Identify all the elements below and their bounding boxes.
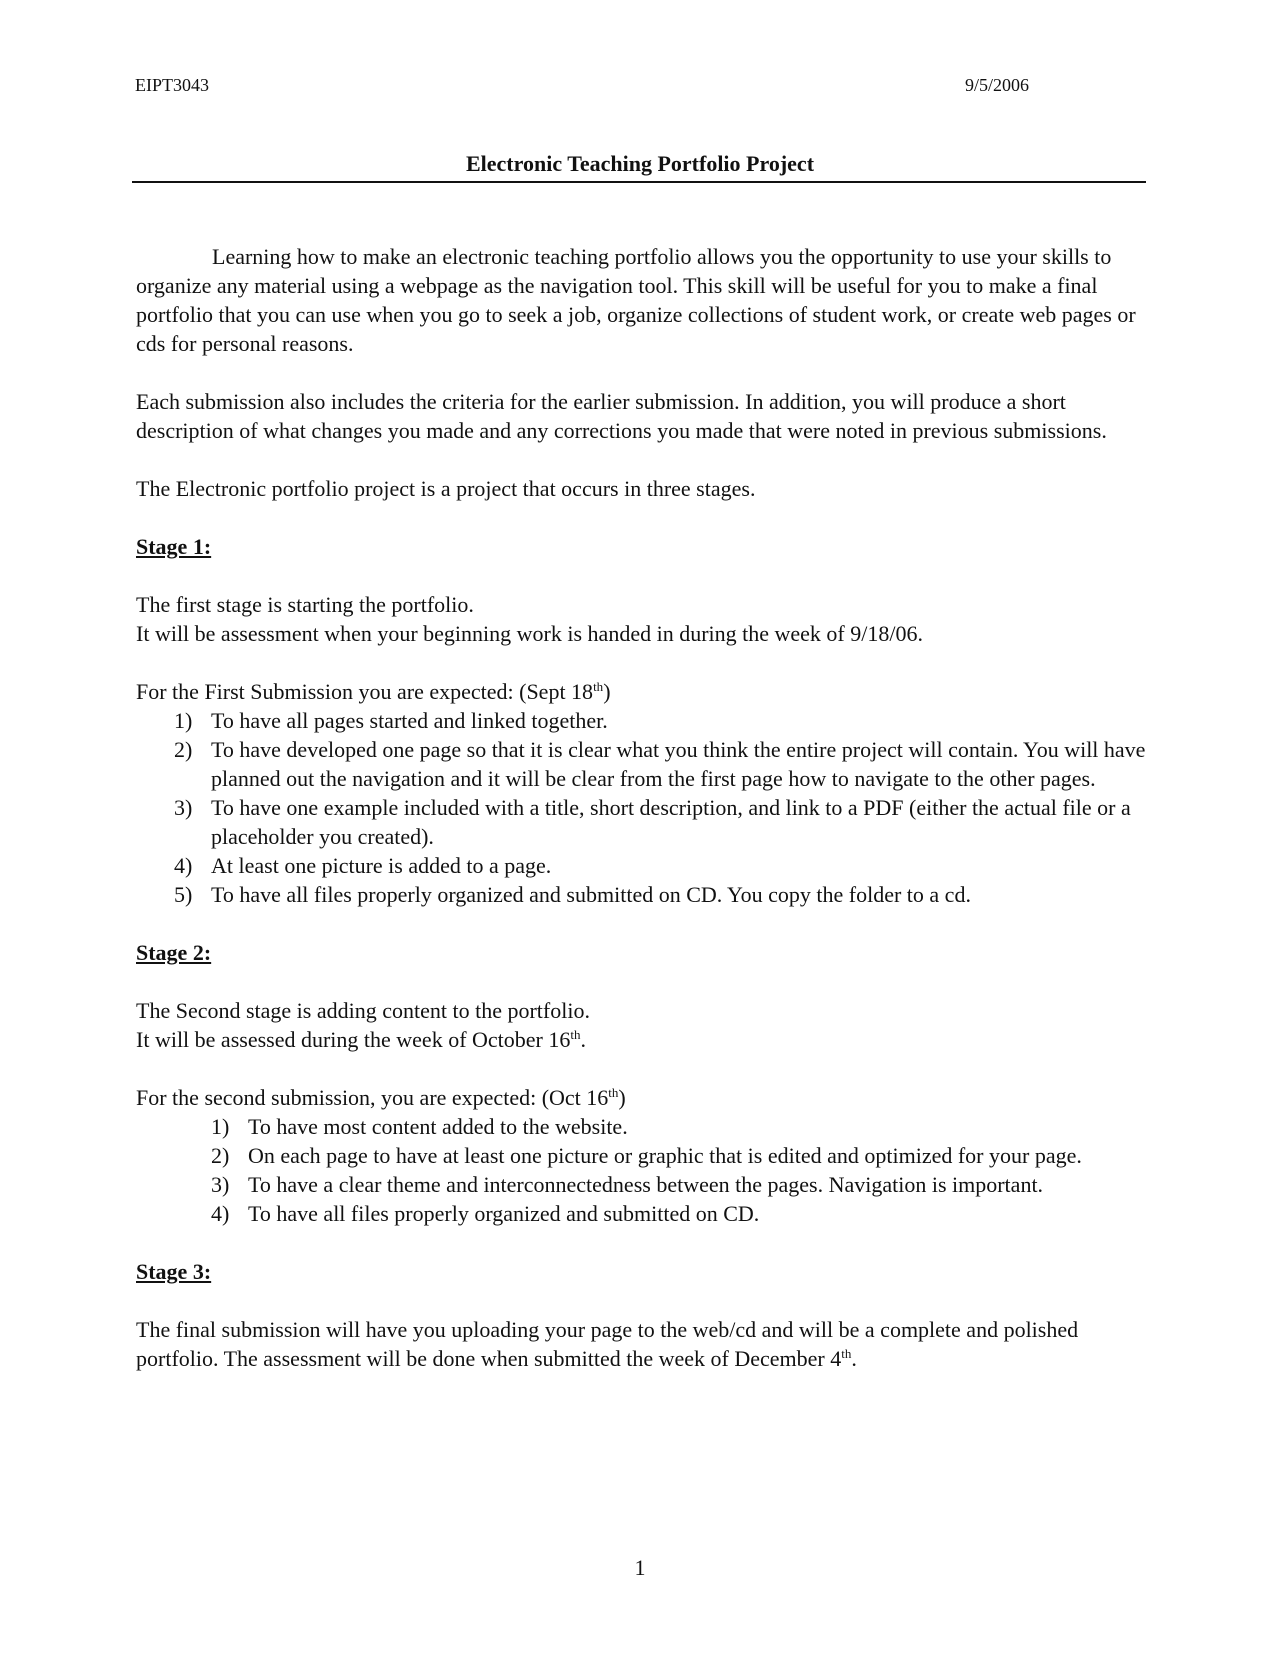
ordinal-suffix: th	[841, 1346, 852, 1361]
stage-2-expectations-lead	[136, 1083, 1146, 1112]
stage-1-requirements-list	[136, 706, 1146, 909]
assessment-text: It will be assessed during the week of October 16	[136, 1027, 571, 1052]
list-item-text: To have one example included with a title, short description, and link to a PDF (either the actual file or a placeholder you created).	[211, 795, 1131, 849]
intro-paragraph-1: Learning how to make an electronic teaching portfolio allows you the opportunity to use your skills to organize any material using a webpage as the navigation tool. This skill will be useful for you to make a final portfolio that you can use when you go to seek a job, organize collections of student work, or create web pages or cds for personal reasons.	[136, 244, 1136, 356]
list-item	[136, 851, 1146, 880]
header-course-code: EIPT3043	[135, 75, 209, 95]
list-item-number: 4)	[211, 1201, 230, 1226]
list-item	[136, 706, 1146, 735]
intro-paragraph-3: The Electronic portfolio project is a project that occurs in three stages.	[136, 476, 756, 501]
document-title-text: Electronic Teaching Portfolio Project	[465, 151, 815, 176]
document-title	[0, 151, 1280, 177]
ordinal-suffix: th	[570, 1027, 581, 1042]
list-item-number: 1)	[174, 708, 193, 733]
stage-2-description: The Second stage is adding content to the portfolio.	[136, 998, 590, 1023]
stage-2-requirements-list	[136, 1112, 1146, 1228]
stage-1-expectations-lead	[136, 677, 1146, 706]
list-item-text: To have developed one page so that it is clear what you think the entire project will contain. You will have planned out the navigation and it will be clear from the first page how to navigate to the other pages.	[211, 737, 1146, 791]
list-item-number: 5)	[174, 882, 193, 907]
header-date: 9/5/2006	[965, 75, 1030, 95]
list-item-number: 1)	[211, 1114, 230, 1139]
stage-3-text: The final submission will have you uploading your page to the web/cd and will be a complete and polished portfolio. The assessment will be done when submitted the week of December 4	[136, 1317, 1079, 1371]
spacer	[136, 358, 1146, 387]
list-item-text: At least one picture is added to a page.	[211, 853, 552, 878]
list-item	[136, 793, 1146, 851]
stage-2-heading: Stage 2:	[136, 940, 212, 965]
stage-1-assessment-note: It will be assessment when your beginning work is handed in during the week of 9/18/06.	[136, 621, 923, 646]
spacer	[136, 648, 1146, 677]
stage-1-heading: Stage 1:	[136, 534, 212, 559]
list-item-text: To have a clear theme and interconnectedness between the pages. Navigation is important.	[248, 1172, 1044, 1197]
ordinal-suffix: th	[593, 679, 604, 694]
spacer	[136, 967, 1146, 996]
list-item	[136, 880, 1146, 909]
lead-close: )	[618, 1085, 626, 1110]
stage-3-heading: Stage 3:	[136, 1259, 212, 1284]
list-item	[136, 1141, 1146, 1170]
lead-close: )	[603, 679, 611, 704]
assessment-close: .	[580, 1027, 587, 1052]
spacer	[136, 1228, 1146, 1257]
list-item-text: To have all files properly organized and submitted on CD.	[248, 1201, 760, 1226]
spacer	[136, 561, 1146, 590]
stage-3-text-close: .	[851, 1346, 857, 1371]
list-item-number: 4)	[174, 853, 193, 878]
stage-3-description	[136, 1315, 1146, 1373]
spacer	[136, 1286, 1146, 1315]
list-item-text: To have all pages started and linked together.	[211, 708, 608, 733]
list-item-text: On each page to have at least one picture or graphic that is edited and optimized for your page.	[248, 1143, 1082, 1168]
lead-text: For the second submission, you are expected: (Oct 16	[136, 1085, 609, 1110]
stage-1-description: The first stage is starting the portfolio.	[136, 592, 474, 617]
document-body	[136, 242, 1146, 1373]
list-item-number: 2)	[174, 737, 193, 762]
spacer	[136, 909, 1146, 938]
stage-2-assessment-note	[136, 1025, 1146, 1054]
lead-text: For the First Submission you are expected: (Sept 18	[136, 679, 594, 704]
list-item	[136, 1199, 1146, 1228]
list-item	[136, 1112, 1146, 1141]
title-underline-rule	[132, 181, 1146, 183]
list-item-number: 3)	[211, 1172, 230, 1197]
spacer	[136, 445, 1146, 474]
list-item	[136, 1170, 1146, 1199]
list-item-number: 2)	[211, 1143, 230, 1168]
list-item	[136, 735, 1146, 793]
spacer	[136, 1054, 1146, 1083]
list-item-number: 3)	[174, 795, 193, 820]
page-number: 1	[634, 1555, 646, 1580]
spacer	[136, 503, 1146, 532]
intro-paragraph-2: Each submission also includes the criteria for the earlier submission. In addition, you will produce a short description of what changes you made and any corrections you made that were noted in previous submissions.	[136, 389, 1107, 443]
list-item-text: To have most content added to the website.	[248, 1114, 628, 1139]
list-item-text: To have all files properly organized and submitted on CD. You copy the folder to a cd.	[211, 882, 971, 907]
ordinal-suffix: th	[608, 1085, 619, 1100]
